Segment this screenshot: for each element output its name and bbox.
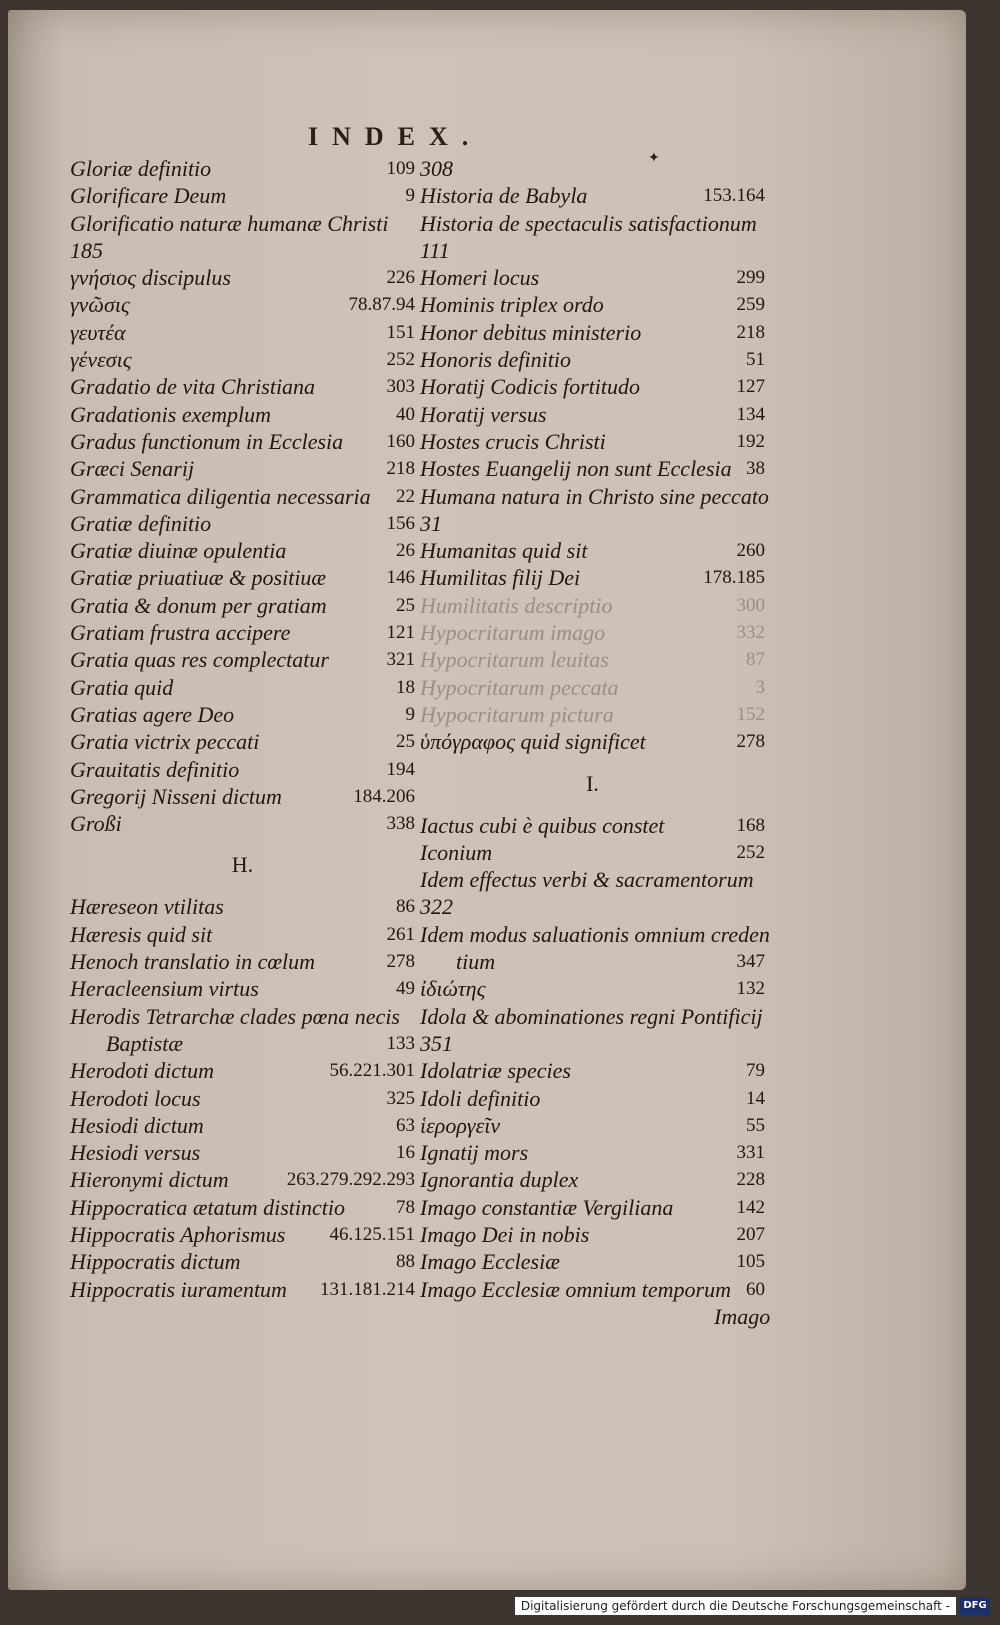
page-reference: 194 (386, 758, 415, 780)
index-entry (70, 264, 415, 291)
index-entry (70, 975, 415, 1002)
page-reference: 347 (736, 951, 765, 973)
index-term: Hypocritarum imago (420, 620, 606, 646)
index-entry (70, 1112, 415, 1139)
index-term: Imago constantiæ Vergiliana (420, 1194, 674, 1220)
index-entry (70, 619, 415, 646)
index-term: Honor debitus ministerio (420, 319, 642, 345)
page-reference: 152 (736, 703, 765, 725)
index-entry (420, 921, 770, 948)
index-term: Gratias agere Deo (70, 701, 235, 727)
index-term: Iconium (420, 839, 493, 865)
index-entry (70, 948, 415, 975)
index-entry (420, 701, 765, 728)
page-reference: 153.164 (703, 185, 765, 207)
page-reference: 109 (386, 158, 415, 179)
index-term: Hostes crucis Christi (420, 428, 606, 454)
index-entry (420, 510, 765, 537)
index-entry (70, 783, 415, 810)
page-reference: 3 (755, 676, 765, 698)
index-entry (420, 674, 765, 701)
page-reference: 226 (386, 267, 415, 289)
catchword: Imago (714, 1304, 771, 1329)
page-reference: 192 (736, 430, 765, 452)
page-reference: 300 (736, 594, 765, 616)
index-term: Historia de spectaculis satisfactionum (420, 210, 757, 236)
index-term: Gratiæ definitio (70, 510, 212, 536)
index-term: Gloriæ definitio (70, 156, 212, 181)
index-term: Ignatij mors (420, 1140, 529, 1166)
index-term: Idolatriæ species (420, 1058, 571, 1084)
index-term: Hæresis quid sit (70, 921, 213, 947)
right-index-column (420, 155, 770, 1303)
page-reference: 151 (386, 321, 415, 343)
page-reference: 332 (736, 622, 765, 644)
index-entry (70, 674, 415, 701)
index-entry (420, 264, 765, 291)
page-reference: 263.279.292.293 (286, 1169, 415, 1191)
index-term: Idem modus saluationis omnium creden (420, 921, 770, 947)
index-term: Gratia quid (70, 674, 174, 700)
index-entry (70, 401, 415, 428)
page-reference: 25 (396, 731, 415, 753)
index-entry (70, 510, 415, 537)
page-reference: 87 (746, 649, 765, 671)
index-entry (70, 592, 415, 619)
index-term: 31 (420, 510, 442, 536)
index-entry (70, 291, 415, 318)
index-term: Henoch translatio in cœlum (70, 949, 316, 975)
index-term: Hesiodi versus (70, 1140, 201, 1166)
index-term: Homeri locus (420, 265, 540, 291)
index-entry (420, 1166, 765, 1193)
index-entry (420, 319, 765, 346)
page-reference: 207 (736, 1223, 765, 1245)
page-reference: 56.221.301 (329, 1060, 415, 1082)
page-reference: 160 (386, 430, 415, 452)
index-term: γένεσις (70, 347, 132, 373)
index-term: Humilitas filij Dei (420, 565, 581, 591)
index-entry (70, 1057, 415, 1084)
index-term: 185 (70, 237, 103, 263)
index-term: Græci Senarij (70, 456, 195, 482)
index-entry (420, 839, 765, 866)
index-entry (70, 1276, 415, 1303)
page-reference: 49 (396, 978, 415, 1000)
page-reference: 134 (736, 403, 765, 425)
index-term: Herodoti dictum (70, 1058, 214, 1084)
index-term: 111 (420, 237, 450, 263)
page-reference: 325 (386, 1087, 415, 1109)
index-entry (70, 455, 415, 482)
page-reference: 278 (386, 951, 415, 973)
index-term: γνήσιος discipulus (70, 265, 231, 291)
page-reference: 14 (746, 1087, 765, 1109)
index-entry (70, 646, 415, 673)
section-letter: I. (586, 770, 599, 796)
index-entry (420, 728, 765, 755)
index-term: Grauitatis definitio (70, 756, 240, 782)
index-entry (420, 1057, 765, 1084)
index-entry (70, 701, 415, 728)
index-entry (420, 975, 765, 1002)
page-reference: 184.206 (353, 785, 415, 807)
index-term: ὑπόγραφος quid significet (420, 729, 646, 755)
index-term: Horatij versus (420, 401, 547, 427)
index-entry (420, 155, 765, 182)
index-term: Gratia & donum per gratiam (70, 592, 327, 618)
index-entry (70, 1139, 415, 1166)
left-index-column (70, 155, 415, 1303)
index-term: Hesiodi dictum (70, 1112, 204, 1138)
index-term: Hominis triplex ordo (420, 292, 604, 318)
index-term: Hieronymi dictum (70, 1167, 229, 1193)
page-reference: 252 (386, 349, 415, 371)
index-term: Gradatio de vita Christiana (70, 374, 316, 400)
index-entry (70, 893, 415, 920)
index-term: Gratia quas res complectatur (70, 647, 329, 673)
index-entry (420, 1139, 765, 1166)
index-entry (70, 756, 415, 783)
index-term: Großi (70, 811, 122, 837)
index-term: Imago Dei in nobis (420, 1221, 590, 1247)
index-term: Humanitas quid sit (420, 538, 588, 564)
index-term: Humana natura in Christo sine peccato (420, 483, 769, 509)
index-entry (420, 1085, 765, 1112)
index-entry (70, 1221, 415, 1248)
index-entry (420, 1003, 765, 1030)
page-reference: 260 (736, 540, 765, 562)
index-entry (70, 728, 415, 755)
index-term: Gratiam frustra accipere (70, 620, 291, 646)
index-term: Gratia victrix peccati (70, 729, 260, 755)
index-entry (70, 155, 415, 182)
index-term: Gratiæ priuatiuæ & positiuæ (70, 565, 327, 591)
index-entry (70, 1085, 415, 1112)
page-reference: 86 (396, 896, 415, 918)
page-reference: 18 (396, 676, 415, 698)
index-entry (420, 182, 765, 209)
index-entry (70, 564, 415, 591)
index-entry (420, 619, 765, 646)
page-reference: 9 (405, 703, 415, 725)
page-reference: 331 (736, 1142, 765, 1164)
page-reference: 133 (386, 1032, 415, 1054)
index-term: Honoris definitio (420, 347, 571, 373)
index-entry (420, 812, 765, 839)
page-reference: 26 (396, 540, 415, 562)
index-term: Glorificatio naturæ humanæ Christi (70, 210, 389, 236)
index-term: Grammatica diligentia necessaria (70, 483, 371, 509)
index-term: Gregorij Nisseni dictum (70, 783, 282, 809)
page-reference: 228 (736, 1169, 765, 1191)
index-term: 308 (420, 156, 453, 181)
page-reference: 25 (396, 594, 415, 616)
page-reference: 79 (746, 1060, 765, 1082)
index-entry (70, 319, 415, 346)
index-entry (70, 1166, 415, 1193)
index-entry (420, 1030, 765, 1057)
page-reference: 16 (396, 1142, 415, 1164)
index-term: ἱεροργεῖν (420, 1112, 501, 1138)
page-reference: 156 (386, 512, 415, 534)
index-entry (420, 866, 765, 893)
index-term: Baptistæ (106, 1030, 184, 1056)
index-entry (420, 455, 765, 482)
index-entry (70, 428, 415, 455)
page-reference: 60 (746, 1278, 765, 1300)
page-reference: 63 (396, 1114, 415, 1136)
dfg-logo: DFG (960, 1597, 990, 1615)
ink-mark: ✦ (648, 151, 660, 166)
index-entry (70, 210, 415, 237)
page-reference: 9 (405, 185, 415, 207)
index-term: Gradus functionum in Ecclesia (70, 428, 344, 454)
index-term: Herodis Tetrarchæ clades pœna necis (70, 1003, 400, 1029)
index-term: Imago Ecclesiæ omnium temporum (420, 1276, 732, 1302)
index-entry (420, 401, 765, 428)
index-entry (70, 237, 415, 264)
index-entry (70, 1248, 415, 1275)
index-term: Hippocratis iuramentum (70, 1276, 287, 1302)
page-reference: 51 (746, 349, 765, 371)
page-reference: 78.87.94 (348, 294, 415, 316)
page-reference: 131.181.214 (320, 1278, 415, 1300)
index-entry (70, 921, 415, 948)
index-term: Gradationis exemplum (70, 401, 272, 427)
index-entry (70, 1030, 415, 1057)
index-entry (70, 373, 415, 400)
index-term: Gratiæ diuinæ opulentia (70, 538, 287, 564)
index-entry (420, 893, 765, 920)
index-term: 351 (420, 1030, 453, 1056)
index-entry (70, 1003, 415, 1030)
page-reference: 261 (386, 923, 415, 945)
page-reference: 105 (736, 1251, 765, 1273)
page-reference: 46.125.151 (329, 1223, 415, 1245)
page-header: INDEX. (308, 122, 483, 151)
index-entry (420, 1112, 765, 1139)
index-term: γνῶσις (70, 292, 130, 318)
footer-credit: Digitalisierung gefördert durch die Deutsche Forschungsgemeinschaft - (515, 1597, 956, 1615)
page-reference: 299 (736, 267, 765, 289)
page-reference: 55 (746, 1114, 765, 1136)
index-entry (70, 1194, 415, 1221)
index-entry (420, 1276, 765, 1303)
page-reference: 121 (386, 622, 415, 644)
book-page (8, 10, 966, 1590)
index-entry (420, 346, 765, 373)
index-term: Herodoti locus (70, 1085, 201, 1111)
index-term: Heracleensium virtus (70, 976, 259, 1002)
page-reference: 218 (386, 458, 415, 480)
page-reference: 278 (736, 731, 765, 753)
page-reference: 168 (736, 814, 765, 836)
index-entry (420, 428, 765, 455)
index-entry (420, 210, 765, 237)
index-term: Hippocratica ætatum distinctio (70, 1194, 345, 1220)
index-term: Imago Ecclesiæ (420, 1249, 560, 1275)
index-term: Ignorantia duplex (420, 1167, 579, 1193)
page-reference: 142 (736, 1196, 765, 1218)
page-reference: 303 (386, 376, 415, 398)
index-term: Idem effectus verbi & sacramentorum (420, 867, 754, 893)
page-reference: 218 (736, 321, 765, 343)
index-term: tium (456, 949, 496, 975)
page-reference: 178.185 (703, 567, 765, 589)
page-reference: 321 (386, 649, 415, 671)
index-term: Hippocratis dictum (70, 1249, 241, 1275)
index-entry (420, 1221, 765, 1248)
index-entry (420, 483, 769, 510)
page-reference: 338 (386, 813, 415, 835)
index-entry (70, 483, 415, 510)
index-term: Hæreseon vtilitas (70, 894, 224, 920)
index-term: Horatij Codicis fortitudo (420, 374, 641, 400)
page-reference: 252 (736, 841, 765, 863)
index-entry (420, 1194, 765, 1221)
index-entry (70, 810, 415, 837)
index-entry (420, 592, 765, 619)
index-entry (70, 182, 415, 209)
page-reference: 146 (386, 567, 415, 589)
index-term: Hypocritarum peccata (420, 674, 619, 700)
page-reference: 78 (396, 1196, 415, 1218)
index-term: Hostes Euangelij non sunt Ecclesia (420, 456, 732, 482)
page-reference: 259 (736, 294, 765, 316)
index-term: Historia de Babyla (420, 183, 588, 209)
index-entry (420, 373, 765, 400)
page-reference: 22 (396, 485, 415, 507)
page-reference: 127 (736, 376, 765, 398)
index-term: Hypocritarum pictura (420, 701, 614, 727)
index-entry (420, 537, 765, 564)
index-term: ἰδιώτης (420, 976, 486, 1002)
index-entry (420, 646, 765, 673)
index-term: Iactus cubi è quibus constet (420, 812, 665, 838)
index-term: Hypocritarum leuitas (420, 647, 609, 673)
index-entry (420, 291, 765, 318)
index-term: γευτέα (70, 319, 126, 345)
index-term: Glorificare Deum (70, 183, 227, 209)
index-entry (420, 237, 765, 264)
index-term: Idola & abominationes regni Pontificij (420, 1003, 763, 1029)
page-reference: 40 (396, 403, 415, 425)
index-term: 322 (420, 894, 453, 920)
index-term: Humilitatis descriptio (420, 592, 613, 618)
index-entry (70, 346, 415, 373)
index-term: Idoli definitio (420, 1085, 541, 1111)
page-reference: 38 (746, 458, 765, 480)
index-entry (420, 564, 765, 591)
page-reference: 132 (736, 978, 765, 1000)
index-entry (70, 537, 415, 564)
page-reference: 88 (396, 1251, 415, 1273)
section-letter: H. (231, 852, 254, 878)
index-entry (420, 948, 765, 975)
index-entry (420, 1248, 765, 1275)
index-term: Hippocratis Aphorismus (70, 1221, 286, 1247)
